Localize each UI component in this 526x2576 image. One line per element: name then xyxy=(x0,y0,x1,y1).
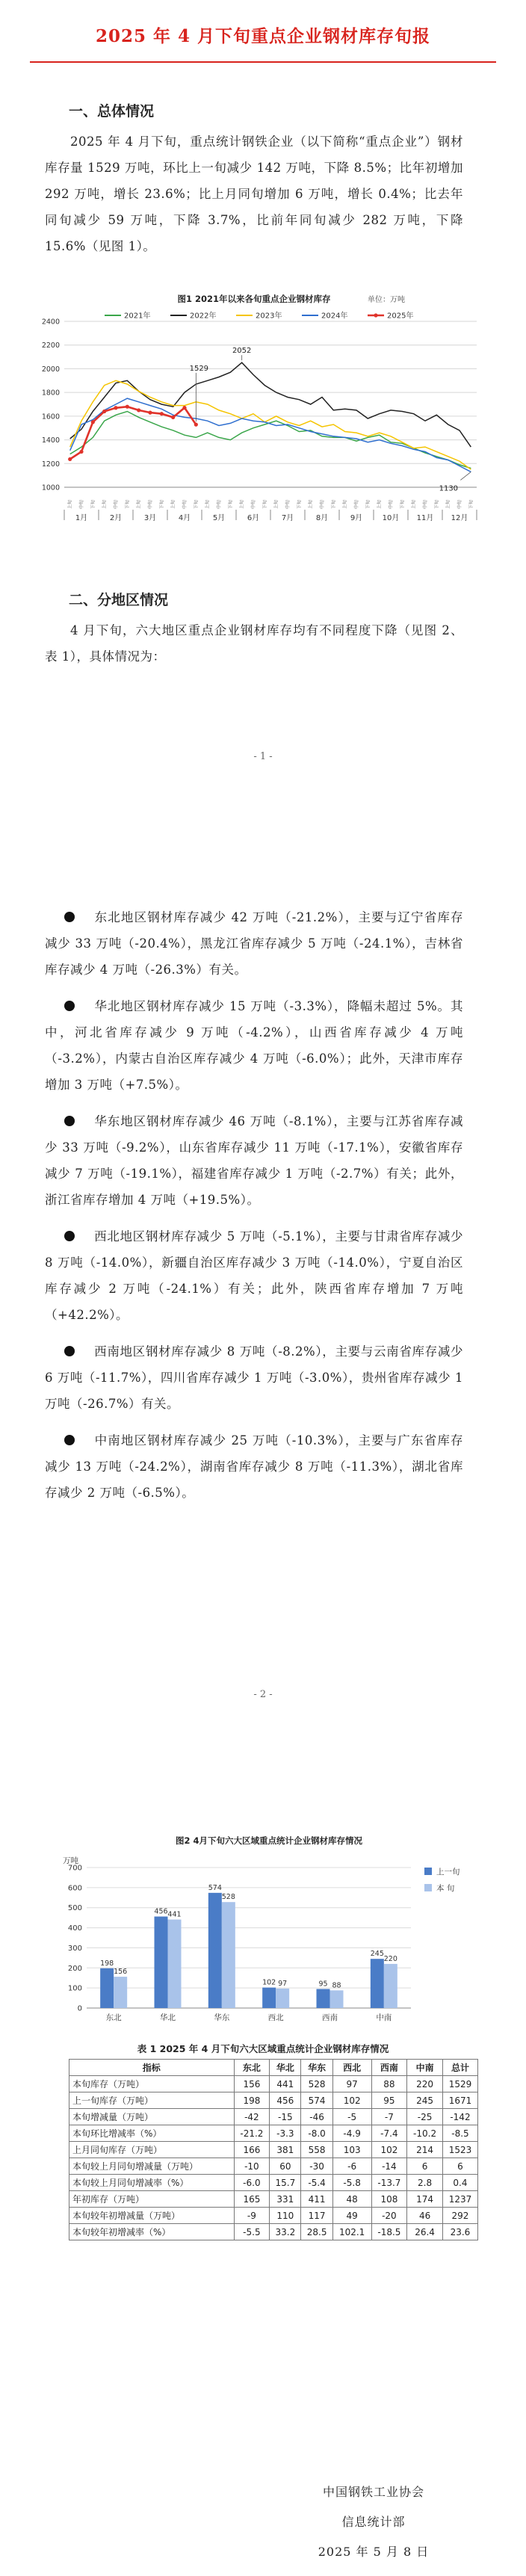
table-cell: 26.4 xyxy=(407,2224,443,2240)
chart1-annotation-low: 1130 xyxy=(439,484,459,493)
chart1-y-tick-label: 1600 xyxy=(41,413,60,421)
chart1-month-label: 7月 xyxy=(281,514,294,522)
table-cell: 456 xyxy=(270,2092,301,2109)
table-cell: -5.8 xyxy=(332,2175,371,2191)
chart2-title: 图2 4月下旬六大区域重点统计企业钢材库存情况 xyxy=(175,1835,363,1846)
table-cell: -8.0 xyxy=(301,2125,332,2142)
chart2-y-tick-label: 300 xyxy=(67,1944,82,1953)
table-row xyxy=(69,2092,478,2109)
chart1-month-label: 6月 xyxy=(247,514,260,522)
chart1-series-line-2023年 xyxy=(70,380,471,469)
table-cell: 0.4 xyxy=(442,2175,477,2191)
table-cell: 166 xyxy=(234,2142,270,2158)
chart2-category-label: 华东 xyxy=(214,2013,230,2022)
region-bullet-list xyxy=(45,904,463,1516)
chart1-month-label: 8月 xyxy=(315,514,329,522)
table-cell: 本旬较上月同旬增减率（%） xyxy=(69,2175,235,2191)
chart1-annotation-peak: 2052 xyxy=(232,347,252,356)
chart1-x-tick-label: 下旬 xyxy=(297,499,303,510)
chart2-data-label: 97 xyxy=(278,1979,288,1988)
table-cell: -42 xyxy=(234,2109,270,2125)
bullet-dot-icon xyxy=(64,912,75,922)
table-cell: -8.5 xyxy=(442,2125,477,2142)
chart1-legend-label: 2024年 xyxy=(321,312,348,321)
chart2-data-label: 95 xyxy=(318,1980,328,1989)
chart1-point-2025 xyxy=(91,420,95,424)
table-cell: 220 xyxy=(407,2076,443,2092)
bullet-text: 东北地区钢材库存减少 42 万吨（-21.2%），主要与辽宁省库存减少 33 万吨（-20.4%），黑龙江省库存减少 5 万吨（-24.1%），吉林省库存减少 4 万吨（-26.3%）有关。 xyxy=(45,910,463,977)
table-cell: 本旬较年初增减率（%） xyxy=(69,2224,235,2240)
chart1-month-label: 12月 xyxy=(451,514,468,522)
chart1-x-tick-label: 中旬 xyxy=(389,499,394,510)
chart2-y-tick-label: 200 xyxy=(67,1964,82,1973)
chart2-bar-curr xyxy=(114,1977,127,2008)
table-cell: 年初库存（万吨） xyxy=(69,2191,235,2208)
chart1-x-tick-label: 上旬 xyxy=(205,499,211,510)
bullet-text: 西南地区钢材库存减少 8 万吨（-8.2%），主要与云南省库存减少 6 万吨（-11.7%），四川省库存减少 1 万吨（-3.0%），贵州省库存减少 1 万吨（-26.7%）有关。 xyxy=(45,1344,463,1411)
table-cell: 574 xyxy=(301,2092,332,2109)
section1-paragraph-text: 2025 年 4 月下旬，重点统计钢铁企业（以下简称“重点企业”）钢材库存量 1529 万吨，环比上一旬减少 142 万吨，下降 8.5%；比年初增加 292 万吨，增长 23.6%；比上月同旬增加 6 万吨，增长 0.4%；比去年同旬减少 59 万吨，下降 3.7%，比前年同旬减少 282 万吨，下降 15.6%（见图 1）。 xyxy=(45,135,463,253)
chart1-x-tick-label: 中旬 xyxy=(285,499,291,510)
chart2-bar-curr xyxy=(276,1989,289,2008)
table-cell: 49 xyxy=(332,2208,371,2224)
table-cell: -14 xyxy=(371,2158,407,2175)
chart1-x-tick-label: 下旬 xyxy=(365,499,371,510)
chart1-y-tick-label: 1000 xyxy=(41,484,60,492)
chart1-x-axis xyxy=(64,500,477,522)
table-cell: 156 xyxy=(234,2076,270,2092)
table-cell: 165 xyxy=(234,2191,270,2208)
chart2-grid xyxy=(87,1868,411,2008)
chart1-x-tick-label: 上旬 xyxy=(67,499,73,510)
table-header-cell: 中南 xyxy=(407,2060,443,2076)
bullet-dot-icon xyxy=(64,1346,75,1356)
table-cell: 245 xyxy=(407,2092,443,2109)
chart2-bar-prev xyxy=(371,1959,384,2008)
table-row xyxy=(69,2125,478,2142)
chart1-legend-label: 2021年 xyxy=(124,312,151,321)
section1-paragraph xyxy=(45,129,463,259)
chart1-x-tick-label: 下旬 xyxy=(331,499,337,510)
table-cell: 381 xyxy=(270,2142,301,2158)
chart2-bar-prev xyxy=(208,1893,222,2008)
table-header-cell: 西北 xyxy=(332,2060,371,2076)
bullet-dot-icon xyxy=(64,1435,75,1445)
chart1-x-tick-label: 中旬 xyxy=(320,499,325,510)
table-body xyxy=(69,2076,478,2240)
chart1-point-2025 xyxy=(160,412,164,416)
table-cell: -9 xyxy=(234,2208,270,2224)
table-cell: 117 xyxy=(301,2208,332,2224)
bullet-dot-icon xyxy=(64,1001,75,1011)
table-cell: -7.4 xyxy=(371,2125,407,2142)
table-cell: 1529 xyxy=(442,2076,477,2092)
chart1-month-label: 1月 xyxy=(75,514,88,522)
chart1-x-tick-label: 上旬 xyxy=(102,499,108,510)
table-cell: -6.0 xyxy=(234,2175,270,2191)
table-cell: 102 xyxy=(371,2142,407,2158)
chart1-point-2025 xyxy=(102,410,106,413)
chart1-y-tick-label: 1200 xyxy=(41,460,60,469)
table-cell: -5.5 xyxy=(234,2224,270,2240)
table-cell: 28.5 xyxy=(301,2224,332,2240)
chart1-point-2025 xyxy=(194,423,198,427)
table-cell: -15 xyxy=(270,2109,301,2125)
chart1-series-line-2022年 xyxy=(70,362,471,447)
table-header-cell: 总计 xyxy=(442,2060,477,2076)
chart1-x-tick-label: 上旬 xyxy=(445,499,451,510)
table-row xyxy=(69,2076,478,2092)
chart2-category-label: 中南 xyxy=(376,2013,392,2022)
chart1-x-tick-label: 上旬 xyxy=(308,499,314,510)
chart1-point-2025 xyxy=(114,406,117,410)
chart2-unit: 万吨 xyxy=(63,1856,78,1865)
table-cell: -3.3 xyxy=(270,2125,301,2142)
table-cell: -6 xyxy=(332,2158,371,2175)
chart2-category-label: 西北 xyxy=(267,2013,284,2022)
chart2-legend xyxy=(424,1867,460,1893)
table-cell: -10.2 xyxy=(407,2125,443,2142)
section2-intro-text: 4 月下旬，六大地区重点企业钢材库存均有不同程度下降（见图 2、表 1），具体情况为： xyxy=(45,623,463,664)
chart1-annotation-leader xyxy=(460,472,471,480)
chart1-x-tick-label: 下旬 xyxy=(228,499,234,510)
chart1-x-tick-label: 下旬 xyxy=(159,499,165,510)
chart2-bar-curr xyxy=(168,1920,182,2008)
chart1-x-tick-label: 中旬 xyxy=(423,499,428,510)
chart1-y-tick-label: 1400 xyxy=(41,436,60,445)
table-cell: 214 xyxy=(407,2142,443,2158)
table-cell: -7 xyxy=(371,2109,407,2125)
table-row xyxy=(69,2191,478,2208)
section1-heading: 一、总体情况 xyxy=(69,103,155,120)
table-row xyxy=(69,2109,478,2125)
table-cell: -5.4 xyxy=(301,2175,332,2191)
table-header-cell: 华东 xyxy=(301,2060,332,2076)
bullet-northwest xyxy=(45,1223,463,1328)
chart1-point-2025 xyxy=(148,411,152,415)
table-cell: 331 xyxy=(270,2191,301,2208)
table-cell: 33.2 xyxy=(270,2224,301,2240)
chart1-y-tick-label: 2000 xyxy=(41,365,60,374)
chart1-month-label: 10月 xyxy=(382,514,400,522)
chart1-series xyxy=(68,362,471,472)
chart2-legend-label: 本 旬 xyxy=(436,1884,455,1893)
chart1-x-tick-label: 中旬 xyxy=(217,499,222,510)
chart2-bar-curr xyxy=(222,1902,235,2008)
signature-date: 2025 年 5 月 8 日 xyxy=(318,2545,430,2559)
table-cell: 2.8 xyxy=(407,2175,443,2191)
chart1-unit: 单位：万吨 xyxy=(368,296,405,304)
table-cell: 88 xyxy=(371,2076,407,2092)
table-cell: -5 xyxy=(332,2109,371,2125)
chart1-month-label: 2月 xyxy=(109,514,123,522)
table-cell: 23.6 xyxy=(442,2224,477,2240)
table-cell: 60 xyxy=(270,2158,301,2175)
title-rule xyxy=(30,61,496,63)
bullet-south-central xyxy=(45,1427,463,1506)
section2-heading: 二、分地区情况 xyxy=(69,592,169,608)
table-caption: 表 1 2025 年 4 月下旬六大区域重点统计企业钢材库存情况 xyxy=(137,2043,389,2054)
chart2-data-label: 245 xyxy=(370,1950,384,1959)
chart2-bar-curr xyxy=(330,1990,344,2008)
bullet-dot-icon xyxy=(64,1231,75,1241)
table-cell: 103 xyxy=(332,2142,371,2158)
chart2-bar-prev xyxy=(262,1988,276,2008)
table-cell: 1523 xyxy=(442,2142,477,2158)
chart1-legend xyxy=(105,311,413,321)
chart1-annotation-current: 1529 xyxy=(189,364,209,373)
table-cell: -10 xyxy=(234,2158,270,2175)
bullet-northeast xyxy=(45,904,463,983)
chart2-y-axis xyxy=(68,1865,82,2013)
chart2-data-label: 456 xyxy=(154,1907,168,1916)
table-cell: 本旬增减量（万吨） xyxy=(69,2109,235,2125)
chart1-month-label: 3月 xyxy=(143,514,157,522)
table-cell: -25 xyxy=(407,2109,443,2125)
table-cell: 本旬库存（万吨） xyxy=(69,2076,235,2092)
table-cell: 441 xyxy=(270,2076,301,2092)
chart2-bars xyxy=(100,1884,397,2008)
chart1-month-label: 4月 xyxy=(178,514,191,522)
document-title: 2025 年 4 月下旬重点企业钢材库存旬报 xyxy=(95,26,431,46)
chart2-data-label: 574 xyxy=(208,1883,222,1892)
chart1-x-tick-label: 上旬 xyxy=(170,499,176,510)
chart1-x-tick-label: 上旬 xyxy=(239,499,245,510)
chart2-data-label: 102 xyxy=(262,1978,276,1987)
table-cell: 95 xyxy=(371,2092,407,2109)
chart1-grid xyxy=(64,321,477,487)
chart1-x-tick-label: 下旬 xyxy=(194,499,199,510)
table-cell: 102.1 xyxy=(332,2224,371,2240)
chart2-bar-curr xyxy=(384,1964,397,2008)
chart2-svg xyxy=(52,1835,486,2036)
chart1-x-tick-label: 上旬 xyxy=(342,499,348,510)
table-cell: -4.9 xyxy=(332,2125,371,2142)
page-number-1: - 1 - xyxy=(253,751,273,762)
chart2-x-axis xyxy=(106,2013,392,2022)
table-cell: 102 xyxy=(332,2092,371,2109)
table-cell: -30 xyxy=(301,2158,332,2175)
bullet-north xyxy=(45,993,463,1098)
chart2-y-tick-label: 400 xyxy=(67,1924,82,1933)
chart2-y-tick-label: 500 xyxy=(67,1904,82,1913)
bullet-text: 西北地区钢材库存减少 5 万吨（-5.1%），主要与甘肃省库存减少 8 万吨（-14.0%），新疆自治区库存减少 3 万吨（-14.0%），宁夏自治区库存减少 2 万吨（-24.1%）有关；此外，陕西省库存增加 7 万吨（+42.2%）。 xyxy=(45,1229,463,1322)
table-header-cell: 华北 xyxy=(270,2060,301,2076)
chart1-point-2025 xyxy=(171,416,175,419)
chart1-x-tick-label: 中旬 xyxy=(79,499,84,510)
chart1-point-2025 xyxy=(182,406,186,410)
chart2-legend-label: 上一旬 xyxy=(436,1868,460,1877)
chart1-y-axis xyxy=(42,318,60,492)
chart1-month-label: 5月 xyxy=(212,514,226,522)
table-cell: 本旬较上月同旬增减量（万吨） xyxy=(69,2158,235,2175)
chart1-legend-label: 2025年 xyxy=(387,312,414,321)
chart2-category-label: 华北 xyxy=(160,2013,176,2022)
bullet-southwest xyxy=(45,1338,463,1417)
table-row xyxy=(69,2142,478,2158)
chart1-point-2025 xyxy=(126,405,129,409)
table-cell: 本旬环比增减率（%） xyxy=(69,2125,235,2142)
table-cell: 174 xyxy=(407,2191,443,2208)
chart2-y-tick-label: 700 xyxy=(67,1864,82,1873)
chart2-category-label: 东北 xyxy=(105,2013,122,2022)
chart1-x-tick-label: 上旬 xyxy=(377,499,383,510)
chart1-legend-label: 2022年 xyxy=(190,312,217,321)
table-cell: 411 xyxy=(301,2191,332,2208)
page-number-2: - 2 - xyxy=(253,1689,273,1700)
chart1-svg xyxy=(30,291,501,538)
chart2-y-tick-label: 100 xyxy=(67,1984,82,1993)
chart2-bar-prev xyxy=(317,1989,330,2008)
table-cell: -18.5 xyxy=(371,2224,407,2240)
table-cell: 15.7 xyxy=(270,2175,301,2191)
table-cell: -21.2 xyxy=(234,2125,270,2142)
chart2-legend-swatch xyxy=(424,1884,432,1891)
chart1-month-label: 9月 xyxy=(350,514,363,522)
table-row xyxy=(69,2158,478,2175)
table-cell: 48 xyxy=(332,2191,371,2208)
chart1-x-tick-label: 中旬 xyxy=(354,499,359,510)
section2-intro xyxy=(45,617,463,670)
chart1-point-2025 xyxy=(68,457,72,461)
bullet-text: 华东地区钢材库存减少 46 万吨（-8.1%），主要与江苏省库存减少 33 万吨（-9.2%），山东省库存减少 11 万吨（-17.1%），安徽省库存减少 7 万吨（-19.1%），福建省库存减少 1 万吨（-2.7%）有关；此外，浙江省库存增加 4 万吨（+19.5%）。 xyxy=(45,1114,463,1207)
table-cell: 上月同旬库存（万吨） xyxy=(69,2142,235,2158)
table-cell: 528 xyxy=(301,2076,332,2092)
chart1-point-2025 xyxy=(79,450,83,454)
table-cell: 108 xyxy=(371,2191,407,2208)
chart1-x-tick-label: 下旬 xyxy=(434,499,440,510)
table-cell: 6 xyxy=(442,2158,477,2175)
chart2-legend-swatch xyxy=(424,1868,432,1875)
chart1-legend-marker xyxy=(374,313,377,317)
table-cell: 198 xyxy=(234,2092,270,2109)
chart1-x-tick-label: 上旬 xyxy=(136,499,142,510)
chart1-point-2025 xyxy=(137,408,140,412)
table-cell: -142 xyxy=(442,2109,477,2125)
chart2-bar-prev xyxy=(100,1968,114,2008)
bullet-east xyxy=(45,1108,463,1213)
table-cell: 292 xyxy=(442,2208,477,2224)
table-cell: 上一旬库存（万吨） xyxy=(69,2092,235,2109)
chart1-x-tick-label: 中旬 xyxy=(251,499,256,510)
table-cell: 110 xyxy=(270,2208,301,2224)
table-row xyxy=(69,2224,478,2240)
chart1-y-tick-label: 2200 xyxy=(41,342,60,350)
table-cell: 本旬较年初增减量（万吨） xyxy=(69,2208,235,2224)
table-row xyxy=(69,2175,478,2191)
table-cell: 1671 xyxy=(442,2092,477,2109)
chart1-x-tick-label: 下旬 xyxy=(468,499,474,510)
chart1-x-tick-label: 中旬 xyxy=(457,499,462,510)
chart2-data-label: 220 xyxy=(383,1954,397,1963)
chart2 xyxy=(52,1835,486,2036)
table-row xyxy=(69,2208,478,2224)
chart2-data-label: 441 xyxy=(167,1910,182,1919)
table-cell: 558 xyxy=(301,2142,332,2158)
chart1-x-tick-label: 下旬 xyxy=(90,499,96,510)
chart1-legend-label: 2023年 xyxy=(256,312,282,321)
chart1-month-label: 11月 xyxy=(416,514,434,522)
table-cell: -46 xyxy=(301,2109,332,2125)
chart1-x-tick-label: 上旬 xyxy=(411,499,417,510)
bullet-text: 中南地区钢材库存减少 25 万吨（-10.3%），主要与广东省库存减少 13 万吨（-24.2%），湖南省库存减少 8 万吨（-11.3%），湖北省库存减少 2 万吨（-6.5%）。 xyxy=(45,1433,463,1500)
table-header-cell: 指标 xyxy=(69,2060,235,2076)
table-header-row xyxy=(69,2060,478,2076)
chart1-title: 图1 2021年以来各旬重点企业钢材库存 xyxy=(177,294,331,304)
region-inventory-table xyxy=(69,2059,478,2240)
chart1-x-tick-label: 中旬 xyxy=(114,499,119,510)
chart1-x-tick-label: 下旬 xyxy=(125,499,131,510)
chart1-x-tick-label: 上旬 xyxy=(273,499,279,510)
chart1 xyxy=(30,291,501,538)
chart1-x-tick-label: 下旬 xyxy=(400,499,406,510)
chart1-x-tick-label: 中旬 xyxy=(182,499,188,510)
table-cell: -13.7 xyxy=(371,2175,407,2191)
chart2-bar-prev xyxy=(155,1917,168,2008)
chart1-series-line-2024年 xyxy=(70,398,471,472)
signature-org: 中国钢铁工业协会 xyxy=(322,2485,424,2499)
chart2-data-label: 198 xyxy=(100,1959,114,1968)
chart1-y-tick-label: 1800 xyxy=(41,389,60,398)
chart2-data-label: 156 xyxy=(114,1968,128,1977)
chart2-y-tick-label: 600 xyxy=(67,1884,82,1893)
table-cell: 6 xyxy=(407,2158,443,2175)
table-cell: 46 xyxy=(407,2208,443,2224)
chart2-data-label: 88 xyxy=(332,1981,341,1990)
signature-dept: 信息统计部 xyxy=(341,2515,406,2529)
table-header-cell: 西南 xyxy=(371,2060,407,2076)
bullet-text: 华北地区钢材库存减少 15 万吨（-3.3%），降幅未超过 5%。其中，河北省库存减少 9 万吨（-4.2%），山西省库存减少 4 万吨（-3.2%），内蒙古自治区库存减少 4 万吨（-6.0%）；此外，天津市库存增加 3 万吨（+7.5%）。 xyxy=(45,999,463,1092)
bullet-dot-icon xyxy=(64,1116,75,1126)
table-cell: 1237 xyxy=(442,2191,477,2208)
chart2-category-label: 西南 xyxy=(322,2013,338,2022)
chart2-y-tick-label: 0 xyxy=(77,2004,82,2013)
table-header-cell: 东北 xyxy=(234,2060,270,2076)
chart1-x-tick-label: 下旬 xyxy=(262,499,268,510)
chart2-data-label: 528 xyxy=(221,1893,235,1902)
chart1-y-tick-label: 2400 xyxy=(41,318,60,327)
chart1-x-tick-label: 中旬 xyxy=(148,499,153,510)
table-cell: 97 xyxy=(332,2076,371,2092)
table-cell: -20 xyxy=(371,2208,407,2224)
